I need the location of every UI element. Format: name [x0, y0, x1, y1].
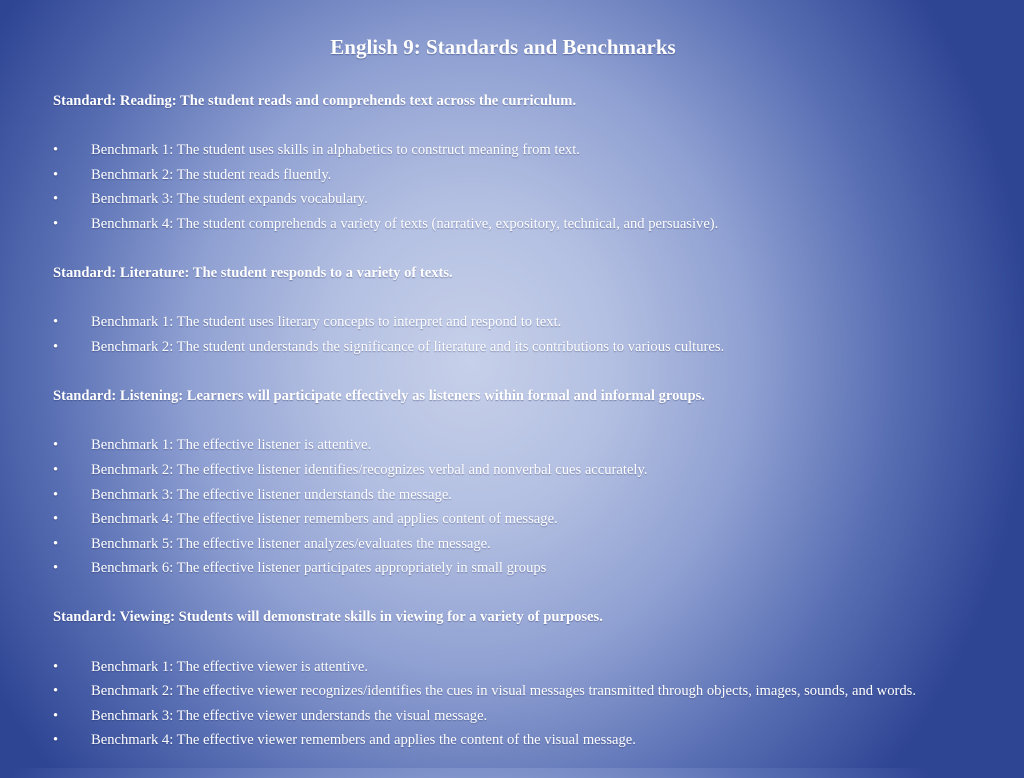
- section-listening: [53, 384, 953, 581]
- standard-heading: Standard: Reading: The student reads and comprehends text across the curriculum.: [53, 93, 577, 109]
- benchmark-text: Benchmark 3: The student expands vocabulary.: [91, 191, 368, 208]
- benchmark-item: [53, 212, 953, 237]
- slide-title: English 9: Standards and Benchmarks: [330, 35, 676, 59]
- bullet-icon: •: [53, 511, 59, 528]
- benchmark-item: [53, 187, 953, 212]
- bullet-icon: •: [53, 560, 59, 577]
- benchmark-list: [53, 138, 953, 236]
- benchmark-text: Benchmark 5: The effective listener analyzes/evaluates the message.: [91, 535, 491, 552]
- benchmark-item: [53, 138, 953, 163]
- benchmark-text: Benchmark 1: The student uses literary concepts to interpret and respond to text.: [91, 314, 562, 331]
- benchmark-item: [53, 556, 953, 581]
- benchmark-item: [53, 163, 953, 188]
- bullet-icon: •: [53, 166, 59, 183]
- benchmark-text: Benchmark 1: The student uses skills in alphabetics to construct meaning from text.: [91, 142, 580, 159]
- bullet-icon: •: [53, 658, 59, 675]
- benchmark-item: [53, 310, 953, 335]
- benchmark-text: Benchmark 2: The effective listener identifies/recognizes verbal and nonverbal cues accurately.: [91, 461, 648, 478]
- benchmark-text: Benchmark 1: The effective listener is attentive.: [91, 437, 372, 454]
- benchmark-text: Benchmark 2: The student reads fluently.: [91, 166, 332, 183]
- bullet-icon: •: [53, 535, 59, 552]
- bullet-icon: •: [53, 732, 59, 749]
- bullet-icon: •: [53, 683, 59, 700]
- section-literature: [53, 261, 953, 359]
- standard-heading: Standard: Literature: The student responds to a variety of texts.: [53, 265, 453, 282]
- standard-heading: Standard: Viewing: Students will demonstrate skills in viewing for a variety of purposes.: [53, 609, 603, 626]
- benchmark-text: Benchmark 4: The student comprehends a variety of texts (narrative, expository, technical, and persuasive).: [91, 215, 719, 232]
- bullet-icon: •: [53, 461, 59, 478]
- benchmark-item: [53, 507, 953, 532]
- benchmark-item: [53, 532, 953, 557]
- benchmark-text: Benchmark 4: The effective listener remembers and applies content of message.: [91, 511, 558, 528]
- benchmark-list: [53, 655, 953, 753]
- bullet-icon: •: [53, 191, 59, 208]
- benchmark-text: Benchmark 3: The effective listener understands the message.: [91, 486, 452, 503]
- section-viewing: [53, 605, 953, 753]
- benchmark-text: Benchmark 4: The effective viewer remembers and applies the content of the visual message.: [91, 732, 636, 749]
- bullet-icon: •: [53, 314, 59, 331]
- benchmark-item: [53, 704, 953, 729]
- slide-content: [53, 89, 953, 778]
- bullet-icon: •: [53, 437, 59, 454]
- benchmark-item: [53, 655, 953, 680]
- benchmark-item: [53, 679, 953, 704]
- benchmark-text: Benchmark 2: The effective viewer recognizes/identifies the cues in visual messages transmitted through objects, images, sounds, and words.: [91, 683, 917, 700]
- benchmark-text: Benchmark 3: The effective viewer understands the visual message.: [91, 707, 488, 724]
- bullet-icon: •: [53, 486, 59, 503]
- benchmark-text: Benchmark 1: The effective viewer is attentive.: [91, 658, 369, 675]
- standard-heading: Standard: Listening: Learners will participate effectively as listeners within formal and informal groups.: [53, 388, 705, 405]
- bullet-icon: •: [53, 707, 59, 724]
- benchmark-item: [53, 458, 953, 483]
- benchmark-list: [53, 310, 953, 359]
- benchmark-item: [53, 433, 953, 458]
- benchmark-text: Benchmark 2: The student understands the significance of literature and its contributions to various cultures.: [91, 338, 725, 355]
- benchmark-list: [53, 433, 953, 581]
- benchmark-item: [53, 335, 953, 360]
- section-reading: [53, 89, 953, 237]
- benchmark-text: Benchmark 6: The effective listener participates appropriately in small groups: [91, 560, 547, 577]
- bullet-icon: •: [53, 142, 59, 159]
- benchmark-item: [53, 728, 953, 753]
- benchmark-item: [53, 483, 953, 508]
- bullet-icon: •: [53, 338, 59, 355]
- bullet-icon: •: [53, 215, 59, 232]
